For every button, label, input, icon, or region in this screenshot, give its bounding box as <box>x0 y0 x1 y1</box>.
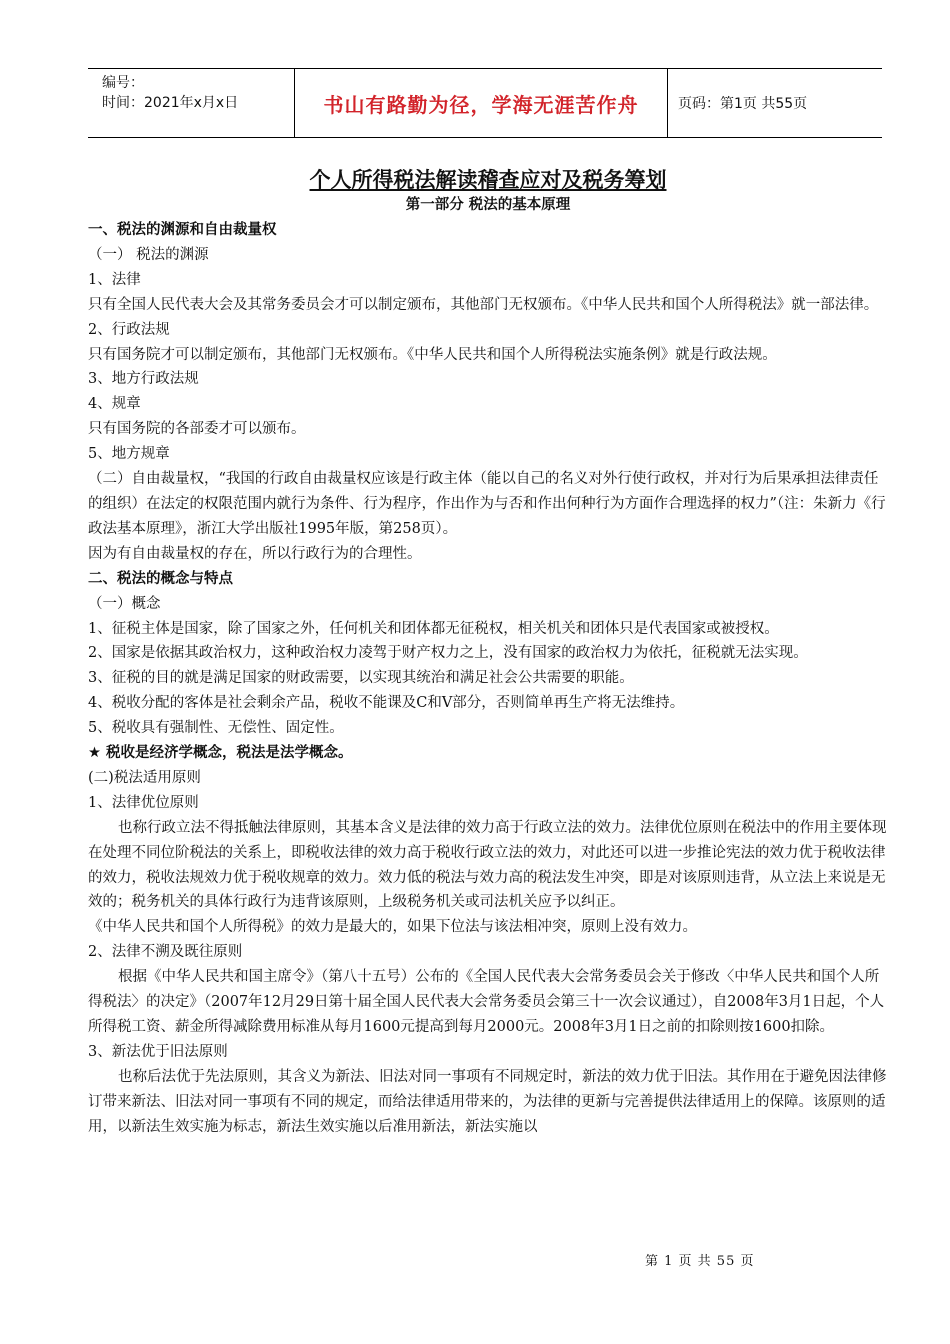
header-motto: 书山有路勤为径，学海无涯苦作舟 <box>294 69 668 137</box>
header-page-number: 页码：第1页 共55页 <box>678 96 808 112</box>
list-item: 2、法律不溯及既往原则 <box>88 944 243 961</box>
list-item: 2、国家是依据其政治权力，这种政治权力凌驾于财产权力之上，没有国家的政治权力为依托，征税就无法实现。 <box>88 645 808 662</box>
list-item: 3、新法优于旧法原则 <box>88 1043 228 1060</box>
list-item: 5、税收具有强制性、无偿性、固定性。 <box>88 720 344 737</box>
paragraph: 也称后法优于先法原则，其含义为新法、旧法对同一事项有不同规定时，新法的效力优于旧法。其作用在于避免因法律修订带来新法、旧法对同一事项有不同的规定，而给法律适用带来的，为法律的更新与完善提供法律适用上的保障。该原则的适用，以新法生效实施为标志，新法生效实施以后准用新法，新法实施以 <box>88 1068 887 1135</box>
header-meta <box>88 69 294 137</box>
paragraph: 只有国务院的各部委才可以颁布。 <box>88 421 306 438</box>
list-item: 1、征税主体是国家，除了国家之外，任何机关和团体都无征税权，相关机关和团体只是代表国家或被授权。 <box>88 620 779 637</box>
page-header <box>88 68 882 138</box>
document-body <box>88 166 888 1140</box>
list-item: 3、征税的目的就是满足国家的财政需要，以实现其统治和满足社会公共需要的职能。 <box>88 670 634 687</box>
paragraph: 根据《中华人民共和国主席令》（第八十五号）公布的《全国人民代表大会常务委员会关于修改〈中华人民共和国个人所得税法〉的决定》（2007年12月29日第十届全国人民代表大会常务委员会第三十一次会议通过），自2008年3月1日起，个人所得税工资、薪金所得减除费用标准从每月1600元提高到每月2000元。2008年3月1日之前的扣除则按1600扣除。 <box>88 969 885 1035</box>
list-item: 1、法律优位原则 <box>88 794 199 811</box>
list-item: 4、税收分配的客体是社会剩余产品，税收不能课及C和V部分，否则简单再生产将无法维持。 <box>88 695 685 712</box>
paragraph: 也称行政立法不得抵触法律原则，其基本含义是法律的效力高于行政立法的效力。法律优位原则在税法中的作用主要体现在处理不同位阶税法的关系上，即税收法律的效力高于税收行政立法的效力，对此还可以进一步推论宪法的效力优于税收法律的效力，税收法规效力优于税收规章的效力。效力低的税法与效力高的税法发生冲突，即是对该原则违背，从立法上来说是无效的；税务机关的具体行政行为违背该原则，上级税务机关或司法机关应予以纠正。 <box>88 819 887 911</box>
paragraph: 只有全国人民代表大会及其常务委员会才可以制定颁布，其他部门无权颁布。《中华人民共和国个人所得税法》就一部法律。 <box>88 296 879 313</box>
document-number: 编号： <box>102 75 144 91</box>
key-point: ★ 税收是经济学概念，税法是法学概念。 <box>88 745 353 762</box>
list-item: 1、法律 <box>88 271 141 288</box>
section-title: 第一部分 税法的基本原理 <box>405 197 571 213</box>
list-item: 2、行政法规 <box>88 321 170 338</box>
footer-page-number: 第 1 页 共 55 页 <box>645 1254 755 1269</box>
subheading: (二)税法适用原则 <box>88 769 201 786</box>
list-item: 3、地方行政法规 <box>88 371 199 388</box>
paragraph: 因为有自由裁量权的存在，所以行政行为的合理性。 <box>88 545 422 562</box>
subheading: （一） 税法的渊源 <box>88 246 209 263</box>
document-time: 时间：2021年x月x日 <box>102 95 239 111</box>
list-item: 4、规章 <box>88 396 141 413</box>
document-title: 个人所得税法解读稽查应对及税务筹划 <box>309 168 667 192</box>
list-item: 5、地方规章 <box>88 446 170 463</box>
heading: 二、税法的概念与特点 <box>88 570 233 587</box>
heading: 一、税法的渊源和自由裁量权 <box>88 222 277 238</box>
paragraph: 《中华人民共和国个人所得税》的效力是最大的，如果下位法与该法相冲突，原则上没有效力。 <box>88 919 697 936</box>
subheading: （一）概念 <box>88 595 161 612</box>
paragraph: （二）自由裁量权，“我国的行政自由裁量权应该是行政主体（能以自己的名义对外行使行政权，并对行为后果承担法律责任的组织）在法定的权限范围内就行为条件、行为程序，作出作为与否和作出何种行为方面作合理选择的权力”（注：朱新力《行政法基本原理》，浙江大学出版社1995年版，第258页）。 <box>88 471 886 537</box>
paragraph: 只有国务院才可以制定颁布，其他部门无权颁布。《中华人民共和国个人所得税法实施条例》就是行政法规。 <box>88 346 777 363</box>
